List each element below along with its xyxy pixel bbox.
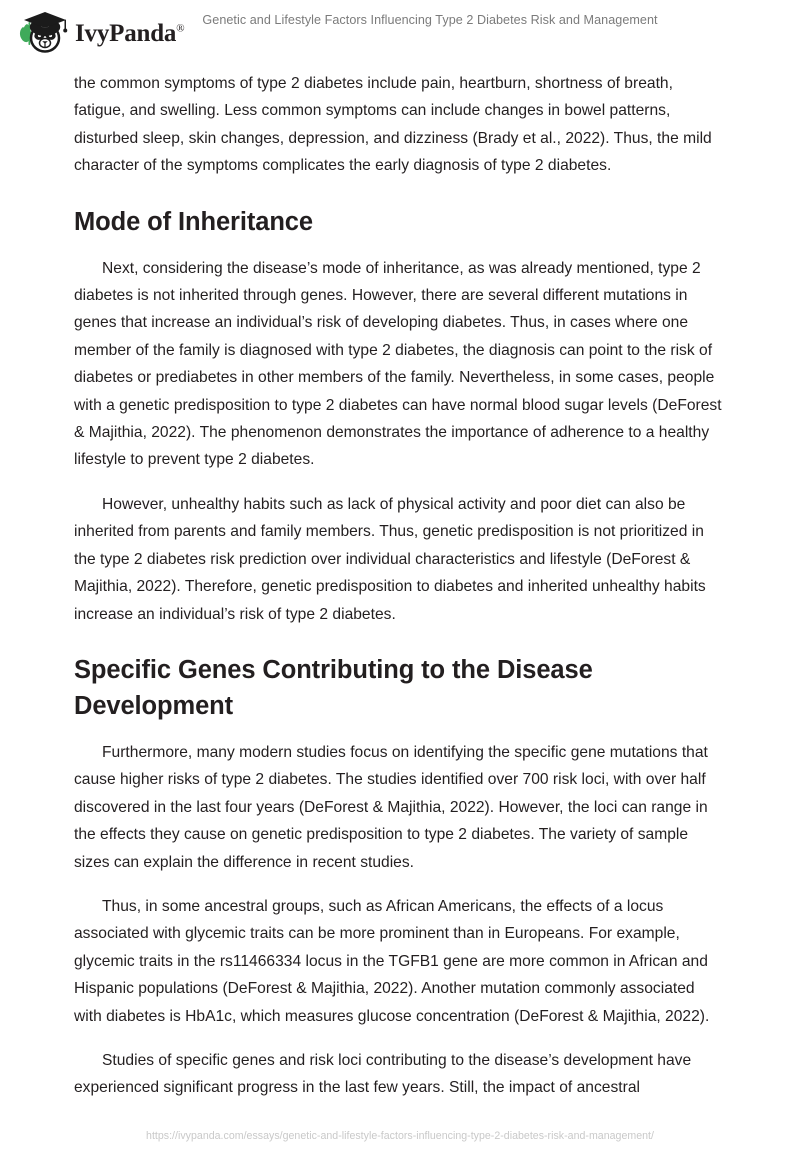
- paragraph-continued-symptoms: the common symptoms of type 2 diabetes include pain, heartburn, shortness of breath, fatigue, and swelling. Less common symptoms can include changes in bowel patterns, disturbed sleep, skin changes, depression, and dizziness (Brady et al., 2022). Thus, the mild character of the symptoms complicates the early diagnosis of type 2 diabetes.: [74, 75, 712, 175]
- paragraph-risk-loci: Furthermore, many modern studies focus on identifying the specific gene mutations that cause higher risks of type 2 diabetes. The studies identified over 700 risk loci, with over half discovered in the last four years (DeForest & Majithia, 2022). However, the loci can range in the effects they cause on genetic predisposition to type 2 diabetes. The variety of sample sizes can explain the difference in recent studies.: [74, 743, 708, 871]
- paragraph-unhealthy-habits: However, unhealthy habits such as lack of physical activity and poor diet can also be inherited from parents and family members. Thus, genetic predisposition is not prioritized in the type 2 diabetes risk prediction over individual characteristics and lifestyle (DeForest & Majithia, 2022). Therefore, genetic predisposition to diabetes and inherited unhealthy habits increase an individual’s risk of type 2 diabetes.: [74, 495, 706, 623]
- spacer: [74, 240, 726, 255]
- document-body: [74, 70, 726, 1102]
- brand-wordmark-text: IvyPanda: [75, 19, 177, 47]
- spacer: [74, 628, 726, 652]
- paragraph-studies-progress: Studies of specific genes and risk loci contributing to the disease’s development have experienced significant progress in the last few years. Still, the impact of ancestral: [74, 1051, 692, 1097]
- page-header: [0, 0, 800, 64]
- page-footer: [0, 1130, 800, 1142]
- paragraph-ancestral-groups: Thus, in some ancestral groups, such as African Americans, the effects of a locus associated with glycemic traits can be more prominent than in Europeans. For example, glycemic traits in the rs11466334 locus in the TGFB1 gene are more common in African and Hispanic populations (DeForest & Majithia, 2022). Another mutation commonly associated with diabetes is HbA1c, which measures glucose concentration (DeForest & Majithia, 2022).: [74, 897, 710, 1025]
- source-url[interactable]: https://ivypanda.com/essays/genetic-and-lifestyle-factors-influencing-type-2-diabetes-risk-and-management/: [146, 1130, 654, 1142]
- heading-mode-of-inheritance: Mode of Inheritance: [74, 207, 313, 236]
- heading-specific-genes: Specific Genes Contributing to the Disease Development: [74, 655, 593, 720]
- running-header-title: Genetic and Lifestyle Factors Influencing Type 2 Diabetes Risk and Management: [202, 13, 658, 27]
- spacer: [74, 724, 726, 739]
- registered-trademark-icon: ®: [176, 22, 185, 35]
- paragraph-inheritance-overview: Next, considering the disease’s mode of inheritance, as was already mentioned, type 2 diabetes is not inherited through genes. However, there are several different mutations in genes that increase an individual’s risk of developing diabetes. Thus, in cases where one member of the family is diagnosed with type 2 diabetes, the diagnosis can point to the risk of diabetes or prediabetes in other members of the family. Nevertheless, in some cases, people with a genetic predisposition to type 2 diabetes can have normal blood sugar levels (DeForest & Majithia, 2022). The phenomenon demonstrates the importance of adherence to a healthy lifestyle to prevent type 2 diabetes.: [74, 259, 722, 469]
- spacer: [74, 180, 726, 204]
